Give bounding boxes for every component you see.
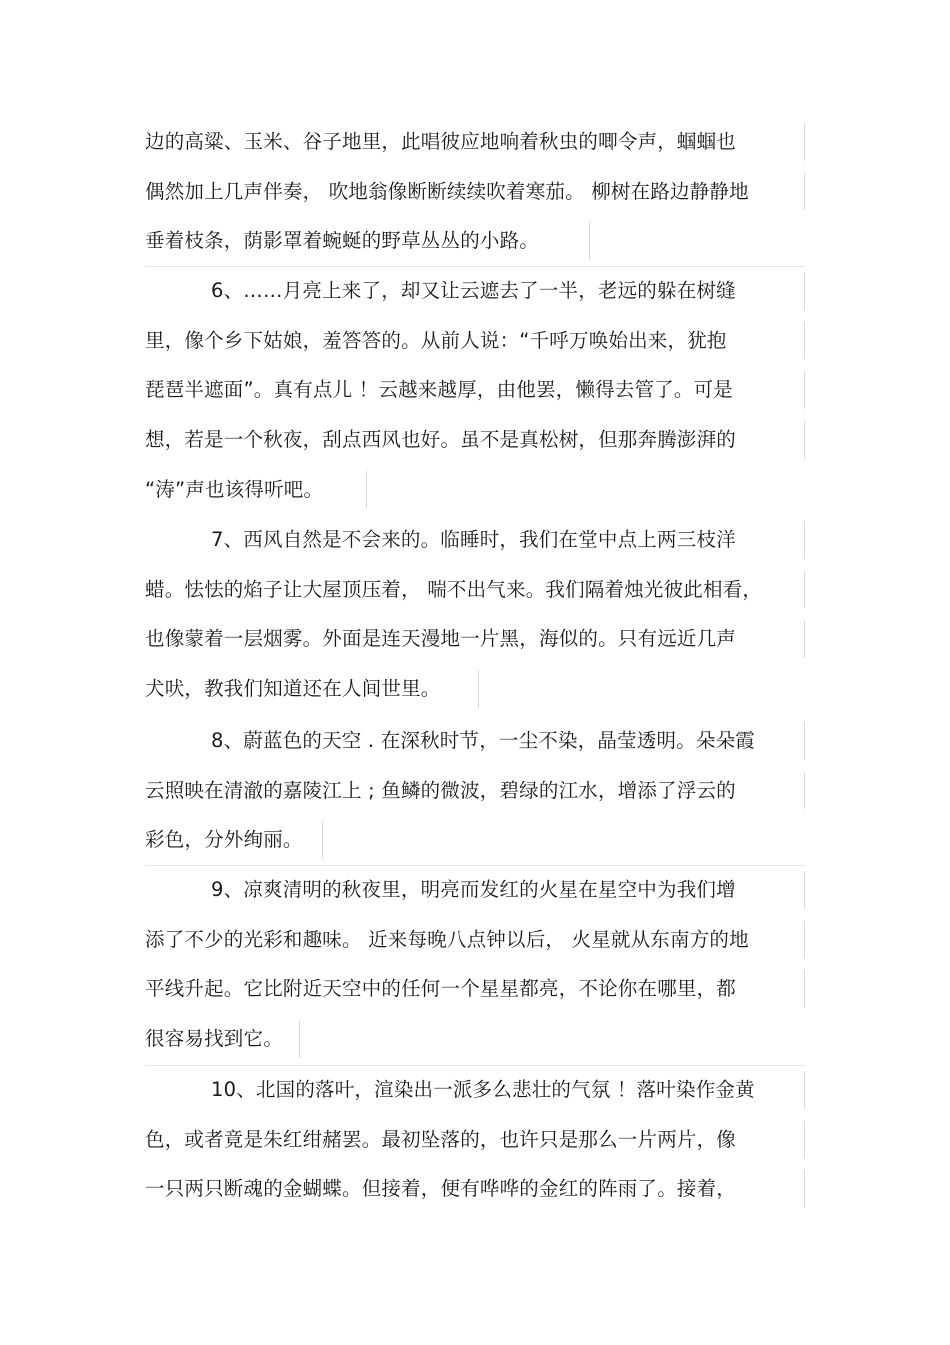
paragraph-8	[145, 716, 805, 865]
text-line	[145, 1014, 805, 1064]
text-line	[145, 664, 805, 714]
text-line	[145, 766, 805, 816]
text-line-content: 犬吠，教我们知道还在人间世里。	[145, 677, 441, 701]
text-line-content: 6、……月亮上来了，却又让云遮去了一半，老远的躲在树缝	[211, 279, 736, 302]
text-line	[145, 1164, 805, 1214]
paragraph-5-continued	[145, 117, 805, 266]
paragraph-6	[145, 266, 805, 514]
text-line-content: 云照映在清澈的嘉陵江上 ; 鱼鳞的微波，碧绿的江水，增添了浮云的	[145, 778, 736, 802]
text-line	[145, 117, 805, 167]
text-line-content: 琵琶半遮面”。真有点儿 ！云越来越厚，由他罢，懒得去管了。可是	[145, 378, 734, 402]
text-line	[145, 266, 805, 316]
text-line-content: 偶然加上几声伴奏， 吹地翁像断断续续吹着寒茄。 柳树在路边静静地	[145, 179, 749, 203]
text-line-content: 平线升起。它比附近天空中的任何一个星星都亮，不论你在哪里，都	[145, 977, 737, 1001]
text-line	[145, 815, 805, 865]
paragraph-9	[145, 865, 805, 1064]
text-line	[145, 915, 805, 965]
text-line-content: 9、凉爽清明的秋夜里，明亮而发红的火星在星空中为我们增	[211, 878, 736, 901]
text-line-content: 彩色，分外绚丽。	[145, 828, 303, 852]
text-line-content: 很容易找到它。	[145, 1027, 283, 1051]
text-line	[145, 1115, 805, 1165]
text-line	[145, 515, 805, 565]
text-line	[145, 167, 805, 217]
text-line	[145, 716, 805, 766]
text-line-content: 也像蒙着一层烟雾。外面是连天漫地一片黑，海似的。只有远近几声	[145, 627, 737, 651]
text-line	[145, 465, 805, 515]
text-line-content: 想，若是一个秋夜，刮点西风也好。虽不是真松树，但那奔腾澎湃的	[145, 428, 737, 452]
text-line	[145, 216, 805, 266]
text-line-content: 8、蔚蓝色的天空 . 在深秋时节，一尘不染，晶莹透明。朵朵霞	[211, 729, 756, 752]
text-line-content: 边的高粱、玉米、谷子地里，此唱彼应地响着秋虫的唧令声，蝈蝈也	[145, 130, 737, 153]
text-line	[145, 614, 805, 664]
text-line-content: 垂着枝条，荫影罩着蜿蜒的野草丛丛的小路。	[145, 229, 540, 253]
paragraph-7	[145, 515, 805, 714]
text-line-content: 里，像个乡下姑娘，羞答答的。从前人说：“千呼万唤始出来，犹抱	[145, 328, 727, 352]
paragraph-10	[145, 1065, 805, 1214]
text-line-content: 10、北国的落叶，渲染出一派多么悲壮的气氛 ！落叶染作金黄	[211, 1078, 755, 1101]
text-line-content: 一只两只断魂的金蝴蝶。但接着，便有哗哗的金红的阵雨了。接着，	[145, 1177, 737, 1201]
text-line-content: 添了不少的光彩和趣味。 近来每晚八点钟以后， 火星就从东南方的地	[145, 927, 749, 951]
text-line-content: 7、西风自然是不会来的。临睡时，我们在堂中点上两三枝洋	[211, 528, 736, 551]
text-line-content: 色，或者竟是朱红绀赭罢。最初坠落的，也许只是那么一片两片，像	[145, 1127, 737, 1151]
text-line	[145, 365, 805, 415]
text-line	[145, 865, 805, 915]
text-line	[145, 415, 805, 465]
text-line	[145, 316, 805, 366]
text-line	[145, 565, 805, 615]
text-line-content: 蜡。怯怯的焰子让大屋顶压着， 喘不出气来。我们隔着烛光彼此相看，	[145, 577, 763, 601]
text-line	[145, 964, 805, 1014]
text-line	[145, 1065, 805, 1115]
text-line-content: “涛”声也该得听吧。	[145, 477, 324, 501]
